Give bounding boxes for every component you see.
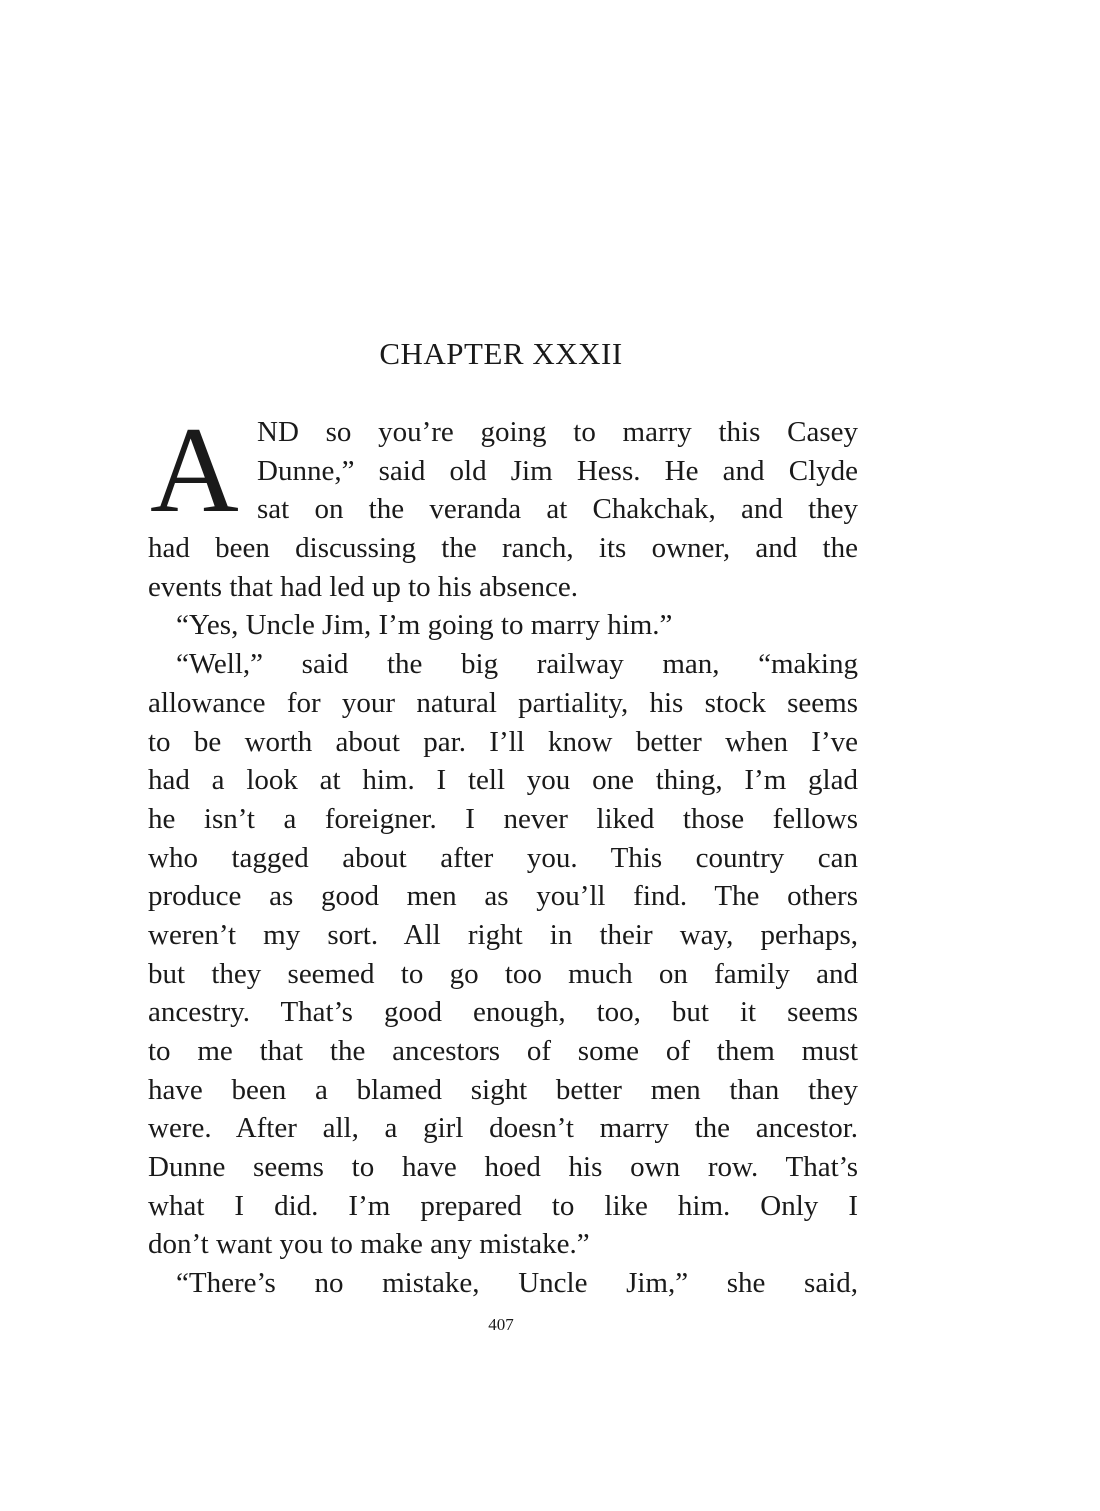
text-line: what I did. I’m prepared to like him. Only I <box>148 1189 858 1222</box>
text-line: to me that the ancestors of some of them must <box>148 1035 858 1067</box>
text-line: weren’t my sort. All right in their way, perhaps, <box>148 918 858 951</box>
text-line: produce as good men as you’ll find. The others <box>148 880 858 913</box>
page-number: 407 <box>488 1315 514 1334</box>
text-line: don’t want you to make any mistake.” <box>148 1228 590 1261</box>
text-line: to be worth about par. I’ll know better when I’ve <box>148 725 858 758</box>
text-line: had been discussing the ranch, its owner, and the <box>148 532 858 565</box>
text-line: had a look at him. I tell you one thing, I’m glad <box>148 764 858 797</box>
text-line: allowance for your natural partiality, his stock seems <box>148 686 858 719</box>
text-line: but they seemed to go too much on family and <box>148 957 858 990</box>
body-text <box>148 401 858 1303</box>
text-line: ancestry. That’s good enough, too, but it seems <box>148 996 858 1029</box>
text-line: he isn’t a foreigner. I never liked those fellows <box>148 802 858 835</box>
text-line: “There’s no mistake, Uncle Jim,” she said, <box>176 1267 858 1300</box>
text-line: who tagged about after you. This country can <box>148 841 858 874</box>
text-line: events that had led up to his absence. <box>148 570 579 603</box>
chapter-title: CHAPTER XXXII <box>379 336 623 371</box>
text-line: were. After all, a girl doesn’t marry the ancestor. <box>148 1112 858 1145</box>
text-line: sat on the veranda at Chakchak, and they <box>257 493 858 526</box>
drop-cap: A <box>150 401 239 538</box>
text-line: have been a blamed sight better men than they <box>148 1073 858 1106</box>
text-line: “Well,” said the big railway man, “making <box>176 648 858 681</box>
text-line: Dunne,” said old Jim Hess. He and Clyde <box>257 454 858 487</box>
text-line: Dunne seems to have hoed his own row. That’s <box>148 1151 858 1184</box>
text-line: “Yes, Uncle Jim, I’m going to marry him.” <box>176 609 673 642</box>
text-line: ND so you’re going to marry this Casey <box>257 416 858 448</box>
